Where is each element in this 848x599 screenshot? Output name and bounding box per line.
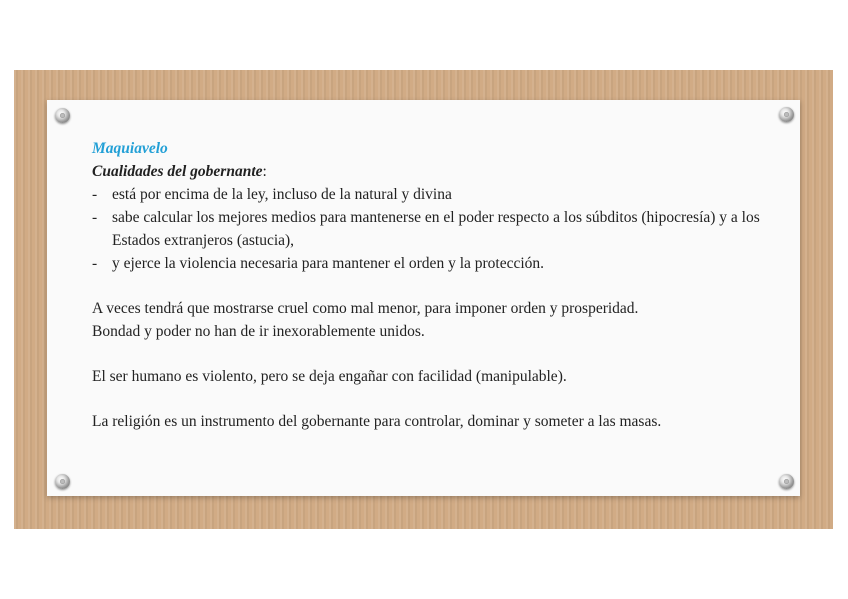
- pin-icon: [779, 474, 794, 489]
- slide-subtitle-line: [92, 160, 782, 183]
- pin-icon: [55, 474, 70, 489]
- list-item-text: y ejerce la violencia necesaria para mantener el orden y la protección.: [112, 255, 545, 272]
- paragraph-line: Bondad y poder no han de ir inexorablemente unidos.: [92, 323, 425, 340]
- slide-subtitle: Cualidades del gobernante: [92, 163, 263, 180]
- list-item-text: sabe calcular los mejores medios para mantenerse en el poder respecto a los súbditos (hipocresía) y a los Estados extranjeros (astucia),: [112, 209, 760, 249]
- list-item: [92, 183, 782, 206]
- pin-icon: [55, 108, 70, 123]
- pin-icon: [779, 107, 794, 122]
- bullet-dash: -: [92, 209, 98, 226]
- paragraph-religion: La religión es un instrumento del gobernante para controlar, dominar y someter a las masas.: [92, 413, 662, 430]
- bullet-dash: -: [92, 255, 98, 272]
- slide-content: [92, 137, 782, 433]
- qualities-list: [92, 183, 782, 275]
- paragraph-cruelty: [92, 297, 782, 343]
- list-item: [92, 252, 782, 275]
- list-item: [92, 206, 782, 252]
- slide-title: Maquiavelo: [92, 140, 168, 157]
- list-item-text: está por encima de la ley, incluso de la natural y divina: [112, 186, 452, 203]
- paragraph-human-nature: El ser humano es violento, pero se deja engañar con facilidad (manipulable).: [92, 368, 567, 385]
- bullet-dash: -: [92, 186, 98, 203]
- paragraph-line: A veces tendrá que mostrarse cruel como mal menor, para imponer orden y prosperidad.: [92, 300, 639, 317]
- subtitle-colon: :: [262, 163, 267, 180]
